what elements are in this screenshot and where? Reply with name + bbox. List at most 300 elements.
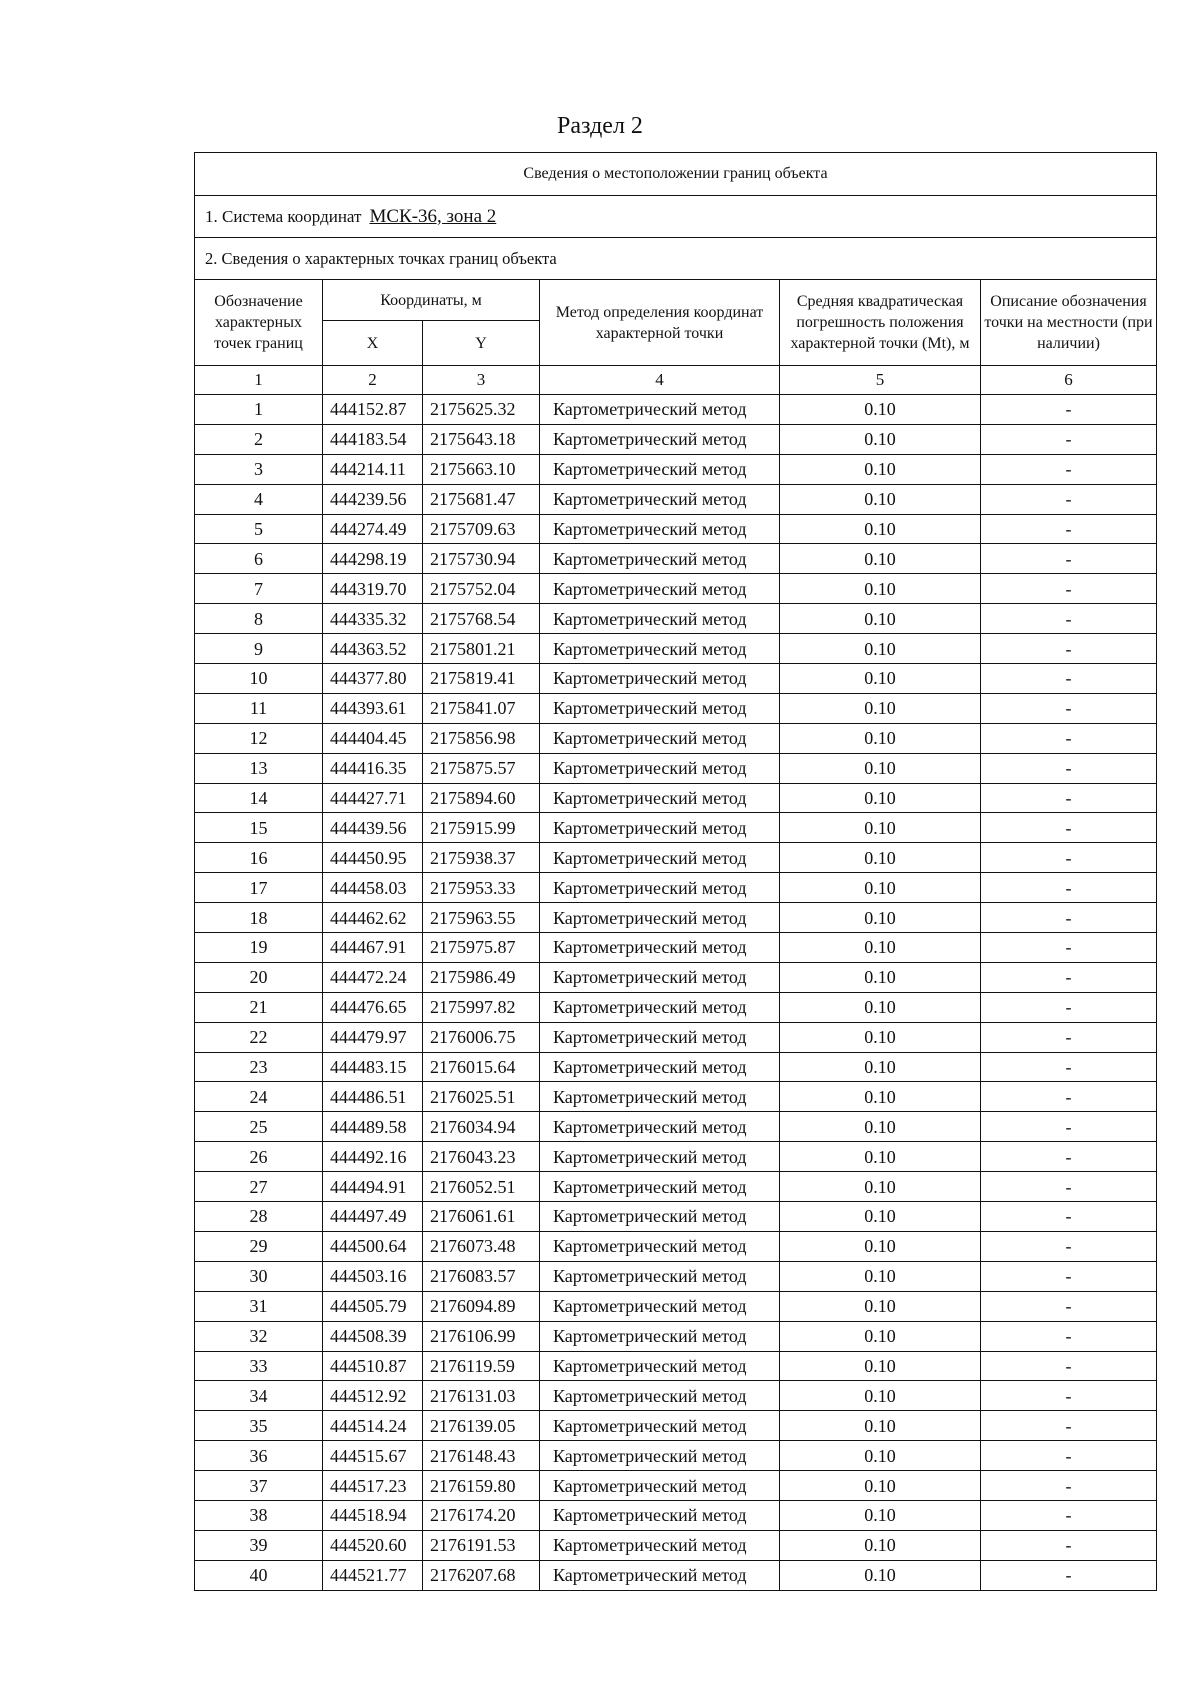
accuracy-cell: 0.10 xyxy=(780,664,981,694)
description-cell: - xyxy=(981,424,1157,454)
coordinate-y: 2175856.98 xyxy=(423,723,540,753)
table-row xyxy=(195,1441,1157,1471)
coordinate-y: 2176043.23 xyxy=(423,1142,540,1172)
method-cell: Картометрический метод xyxy=(540,1052,780,1082)
coordinate-y: 2175819.41 xyxy=(423,664,540,694)
accuracy-cell: 0.10 xyxy=(780,604,981,634)
header-coordinates: Координаты, м xyxy=(323,280,540,321)
point-number: 10 xyxy=(195,664,323,694)
coordinate-x: 444439.56 xyxy=(323,813,423,843)
coordinate-y: 2175801.21 xyxy=(423,634,540,664)
coordinate-x: 444393.61 xyxy=(323,693,423,723)
table-row xyxy=(195,962,1157,992)
point-number: 29 xyxy=(195,1231,323,1261)
table-row xyxy=(195,1112,1157,1142)
description-cell: - xyxy=(981,723,1157,753)
accuracy-cell: 0.10 xyxy=(780,1142,981,1172)
method-cell: Картометрический метод xyxy=(540,1291,780,1321)
boundary-points-table xyxy=(194,152,1157,1591)
coordinate-y: 2176191.53 xyxy=(423,1530,540,1560)
coordinate-x: 444505.79 xyxy=(323,1291,423,1321)
point-number: 27 xyxy=(195,1172,323,1202)
coordinate-y: 2175938.37 xyxy=(423,843,540,873)
accuracy-cell: 0.10 xyxy=(780,1351,981,1381)
table-row xyxy=(195,1321,1157,1351)
page-title: Раздел 2 xyxy=(557,113,643,139)
description-cell: - xyxy=(981,1351,1157,1381)
description-cell: - xyxy=(981,1530,1157,1560)
coordinate-x: 444489.58 xyxy=(323,1112,423,1142)
method-cell: Картометрический метод xyxy=(540,1082,780,1112)
accuracy-cell: 0.10 xyxy=(780,723,981,753)
description-cell: - xyxy=(981,574,1157,604)
method-cell: Картометрический метод xyxy=(540,1172,780,1202)
table-row xyxy=(195,933,1157,963)
point-number: 32 xyxy=(195,1321,323,1351)
point-number: 13 xyxy=(195,753,323,783)
coord-system-cell xyxy=(195,196,1157,238)
method-cell: Картометрический метод xyxy=(540,1022,780,1052)
description-cell: - xyxy=(981,1411,1157,1441)
description-cell: - xyxy=(981,1261,1157,1291)
table-row xyxy=(195,1381,1157,1411)
method-cell: Картометрический метод xyxy=(540,544,780,574)
accuracy-cell: 0.10 xyxy=(780,1500,981,1530)
point-number: 6 xyxy=(195,544,323,574)
table-row xyxy=(195,1052,1157,1082)
coordinate-x: 444497.49 xyxy=(323,1202,423,1232)
description-cell: - xyxy=(981,813,1157,843)
coordinate-y: 2175875.57 xyxy=(423,753,540,783)
coordinate-x: 444183.54 xyxy=(323,424,423,454)
coordinate-x: 444239.56 xyxy=(323,484,423,514)
table-row xyxy=(195,544,1157,574)
point-number: 21 xyxy=(195,992,323,1022)
coordinate-x: 444510.87 xyxy=(323,1351,423,1381)
accuracy-cell: 0.10 xyxy=(780,753,981,783)
description-cell: - xyxy=(981,664,1157,694)
description-cell: - xyxy=(981,1172,1157,1202)
description-cell: - xyxy=(981,1082,1157,1112)
method-cell: Картометрический метод xyxy=(540,664,780,694)
coordinate-y: 2175841.07 xyxy=(423,693,540,723)
method-cell: Картометрический метод xyxy=(540,992,780,1022)
point-number: 1 xyxy=(195,395,323,425)
table-body xyxy=(195,395,1157,1591)
method-cell: Картометрический метод xyxy=(540,813,780,843)
coord-system-label: 1. Система координат xyxy=(205,206,362,226)
column-number: 6 xyxy=(981,366,1157,395)
coordinate-y: 2176148.43 xyxy=(423,1441,540,1471)
coordinate-x: 444479.97 xyxy=(323,1022,423,1052)
accuracy-cell: 0.10 xyxy=(780,1560,981,1590)
coordinate-y: 2175768.54 xyxy=(423,604,540,634)
table-row xyxy=(195,1351,1157,1381)
coordinate-y: 2175953.33 xyxy=(423,873,540,903)
coordinate-x: 444521.77 xyxy=(323,1560,423,1590)
coordinate-y: 2176025.51 xyxy=(423,1082,540,1112)
coordinate-x: 444450.95 xyxy=(323,843,423,873)
coordinate-y: 2175730.94 xyxy=(423,544,540,574)
table-row xyxy=(195,693,1157,723)
coordinate-y: 2176052.51 xyxy=(423,1172,540,1202)
coordinate-x: 444512.92 xyxy=(323,1381,423,1411)
method-cell: Картометрический метод xyxy=(540,1112,780,1142)
method-cell: Картометрический метод xyxy=(540,1202,780,1232)
description-cell: - xyxy=(981,484,1157,514)
table-row xyxy=(195,753,1157,783)
description-cell: - xyxy=(981,843,1157,873)
accuracy-cell: 0.10 xyxy=(780,1441,981,1471)
description-cell: - xyxy=(981,1022,1157,1052)
accuracy-cell: 0.10 xyxy=(780,1381,981,1411)
method-cell: Картометрический метод xyxy=(540,1142,780,1172)
coordinate-x: 444214.11 xyxy=(323,454,423,484)
description-cell: - xyxy=(981,1231,1157,1261)
accuracy-cell: 0.10 xyxy=(780,484,981,514)
coordinate-x: 444520.60 xyxy=(323,1530,423,1560)
coordinate-y: 2176073.48 xyxy=(423,1231,540,1261)
point-number: 31 xyxy=(195,1291,323,1321)
accuracy-cell: 0.10 xyxy=(780,873,981,903)
point-number: 3 xyxy=(195,454,323,484)
coordinate-x: 444274.49 xyxy=(323,514,423,544)
coordinate-y: 2176034.94 xyxy=(423,1112,540,1142)
coordinate-y: 2176159.80 xyxy=(423,1471,540,1501)
table-row xyxy=(195,1500,1157,1530)
point-number: 8 xyxy=(195,604,323,634)
coordinate-y: 2175752.04 xyxy=(423,574,540,604)
table-row xyxy=(195,873,1157,903)
table-row xyxy=(195,1082,1157,1112)
coordinate-x: 444377.80 xyxy=(323,664,423,694)
coordinate-x: 444476.65 xyxy=(323,992,423,1022)
method-cell: Картометрический метод xyxy=(540,843,780,873)
table-row xyxy=(195,395,1157,425)
accuracy-cell: 0.10 xyxy=(780,1022,981,1052)
table-row xyxy=(195,1411,1157,1441)
coordinate-x: 444427.71 xyxy=(323,783,423,813)
description-cell: - xyxy=(981,783,1157,813)
accuracy-cell: 0.10 xyxy=(780,962,981,992)
header-description: Описание обозначения точки на местности (при наличии) xyxy=(981,280,1157,366)
description-cell: - xyxy=(981,454,1157,484)
accuracy-cell: 0.10 xyxy=(780,514,981,544)
accuracy-cell: 0.10 xyxy=(780,634,981,664)
description-cell: - xyxy=(981,1560,1157,1590)
point-number: 17 xyxy=(195,873,323,903)
accuracy-cell: 0.10 xyxy=(780,1530,981,1560)
point-number: 34 xyxy=(195,1381,323,1411)
coordinate-y: 2175663.10 xyxy=(423,454,540,484)
accuracy-cell: 0.10 xyxy=(780,424,981,454)
accuracy-cell: 0.10 xyxy=(780,693,981,723)
column-number: 2 xyxy=(323,366,423,395)
section-title: Сведения о местоположении границ объекта xyxy=(195,153,1157,196)
accuracy-cell: 0.10 xyxy=(780,1112,981,1142)
coordinate-x: 444492.16 xyxy=(323,1142,423,1172)
point-number: 30 xyxy=(195,1261,323,1291)
description-cell: - xyxy=(981,604,1157,634)
boundary-table-container xyxy=(194,152,1156,1591)
column-number: 3 xyxy=(423,366,540,395)
coordinate-x: 444483.15 xyxy=(323,1052,423,1082)
accuracy-cell: 0.10 xyxy=(780,1411,981,1441)
table-row xyxy=(195,454,1157,484)
coordinate-x: 444363.52 xyxy=(323,634,423,664)
accuracy-cell: 0.10 xyxy=(780,933,981,963)
point-number: 38 xyxy=(195,1500,323,1530)
table-row xyxy=(195,424,1157,454)
header-y: Y xyxy=(423,321,540,366)
table-row xyxy=(195,813,1157,843)
point-number: 39 xyxy=(195,1530,323,1560)
coordinate-x: 444518.94 xyxy=(323,1500,423,1530)
accuracy-cell: 0.10 xyxy=(780,1261,981,1291)
table-row xyxy=(195,574,1157,604)
method-cell: Картометрический метод xyxy=(540,1261,780,1291)
coordinate-x: 444517.23 xyxy=(323,1471,423,1501)
accuracy-cell: 0.10 xyxy=(780,1231,981,1261)
point-number: 23 xyxy=(195,1052,323,1082)
coordinate-y: 2176174.20 xyxy=(423,1500,540,1530)
description-cell: - xyxy=(981,1112,1157,1142)
point-number: 36 xyxy=(195,1441,323,1471)
column-number: 4 xyxy=(540,366,780,395)
description-cell: - xyxy=(981,753,1157,783)
coordinate-x: 444515.67 xyxy=(323,1441,423,1471)
coordinate-x: 444404.45 xyxy=(323,723,423,753)
description-cell: - xyxy=(981,634,1157,664)
accuracy-cell: 0.10 xyxy=(780,454,981,484)
method-cell: Картометрический метод xyxy=(540,1351,780,1381)
point-number: 12 xyxy=(195,723,323,753)
accuracy-cell: 0.10 xyxy=(780,395,981,425)
table-row xyxy=(195,1172,1157,1202)
description-cell: - xyxy=(981,1381,1157,1411)
coordinate-y: 2176094.89 xyxy=(423,1291,540,1321)
description-cell: - xyxy=(981,933,1157,963)
point-number: 16 xyxy=(195,843,323,873)
coordinate-y: 2176106.99 xyxy=(423,1321,540,1351)
table-row xyxy=(195,604,1157,634)
header-method: Метод определения координат характерной точки xyxy=(540,280,780,366)
point-number: 19 xyxy=(195,933,323,963)
method-cell: Картометрический метод xyxy=(540,933,780,963)
description-cell: - xyxy=(981,962,1157,992)
header-accuracy: Средняя квадратическая погрешность положения характерной точки (Mt), м xyxy=(780,280,981,366)
method-cell: Картометрический метод xyxy=(540,395,780,425)
description-cell: - xyxy=(981,544,1157,574)
method-cell: Картометрический метод xyxy=(540,1231,780,1261)
point-number: 33 xyxy=(195,1351,323,1381)
coordinate-x: 444494.91 xyxy=(323,1172,423,1202)
accuracy-cell: 0.10 xyxy=(780,1471,981,1501)
table-row xyxy=(195,1530,1157,1560)
method-cell: Картометрический метод xyxy=(540,1560,780,1590)
point-number: 14 xyxy=(195,783,323,813)
coordinate-y: 2175963.55 xyxy=(423,903,540,933)
method-cell: Картометрический метод xyxy=(540,1471,780,1501)
coordinate-y: 2176131.03 xyxy=(423,1381,540,1411)
method-cell: Картометрический метод xyxy=(540,723,780,753)
point-number: 35 xyxy=(195,1411,323,1441)
point-number: 7 xyxy=(195,574,323,604)
coordinate-x: 444500.64 xyxy=(323,1231,423,1261)
method-cell: Картометрический метод xyxy=(540,1321,780,1351)
coordinate-x: 444458.03 xyxy=(323,873,423,903)
table-row xyxy=(195,1022,1157,1052)
description-cell: - xyxy=(981,1471,1157,1501)
accuracy-cell: 0.10 xyxy=(780,1291,981,1321)
coordinate-x: 444152.87 xyxy=(323,395,423,425)
method-cell: Картометрический метод xyxy=(540,753,780,783)
coordinate-y: 2176061.61 xyxy=(423,1202,540,1232)
coord-system-value: МСК-36, зона 2 xyxy=(369,205,497,227)
table-row xyxy=(195,783,1157,813)
table-row xyxy=(195,1560,1157,1590)
description-cell: - xyxy=(981,1441,1157,1471)
method-cell: Картометрический метод xyxy=(540,783,780,813)
table-row xyxy=(195,723,1157,753)
table-row xyxy=(195,514,1157,544)
coordinate-y: 2175625.32 xyxy=(423,395,540,425)
accuracy-cell: 0.10 xyxy=(780,574,981,604)
point-number: 25 xyxy=(195,1112,323,1142)
table-row xyxy=(195,1231,1157,1261)
description-cell: - xyxy=(981,903,1157,933)
point-number: 24 xyxy=(195,1082,323,1112)
column-number: 1 xyxy=(195,366,323,395)
table-row xyxy=(195,664,1157,694)
table-row xyxy=(195,1291,1157,1321)
coordinate-x: 444416.35 xyxy=(323,753,423,783)
coordinate-x: 444514.24 xyxy=(323,1411,423,1441)
coordinate-y: 2176015.64 xyxy=(423,1052,540,1082)
point-number: 28 xyxy=(195,1202,323,1232)
accuracy-cell: 0.10 xyxy=(780,544,981,574)
point-number: 18 xyxy=(195,903,323,933)
table-row xyxy=(195,1202,1157,1232)
method-cell: Картометрический метод xyxy=(540,693,780,723)
column-number-row xyxy=(195,366,1157,395)
method-cell: Картометрический метод xyxy=(540,1530,780,1560)
coordinate-y: 2176083.57 xyxy=(423,1261,540,1291)
method-cell: Картометрический метод xyxy=(540,903,780,933)
coordinate-x: 444335.32 xyxy=(323,604,423,634)
point-number: 2 xyxy=(195,424,323,454)
method-cell: Картометрический метод xyxy=(540,634,780,664)
description-cell: - xyxy=(981,1052,1157,1082)
method-cell: Картометрический метод xyxy=(540,1441,780,1471)
method-cell: Картометрический метод xyxy=(540,1411,780,1441)
coordinate-y: 2176207.68 xyxy=(423,1560,540,1590)
method-cell: Картометрический метод xyxy=(540,454,780,484)
table-row xyxy=(195,484,1157,514)
method-cell: Картометрический метод xyxy=(540,1500,780,1530)
method-cell: Картометрический метод xyxy=(540,962,780,992)
accuracy-cell: 0.10 xyxy=(780,992,981,1022)
table-row xyxy=(195,903,1157,933)
accuracy-cell: 0.10 xyxy=(780,903,981,933)
description-cell: - xyxy=(981,1142,1157,1172)
point-number: 20 xyxy=(195,962,323,992)
description-cell: - xyxy=(981,514,1157,544)
coordinate-x: 444503.16 xyxy=(323,1261,423,1291)
point-number: 37 xyxy=(195,1471,323,1501)
coordinate-x: 444486.51 xyxy=(323,1082,423,1112)
description-cell: - xyxy=(981,873,1157,903)
table-row xyxy=(195,1261,1157,1291)
description-cell: - xyxy=(981,693,1157,723)
table-row xyxy=(195,1142,1157,1172)
coordinate-y: 2175997.82 xyxy=(423,992,540,1022)
description-cell: - xyxy=(981,1321,1157,1351)
coordinate-x: 444298.19 xyxy=(323,544,423,574)
coordinate-x: 444472.24 xyxy=(323,962,423,992)
column-number: 5 xyxy=(780,366,981,395)
point-number: 11 xyxy=(195,693,323,723)
description-cell: - xyxy=(981,1291,1157,1321)
coordinate-y: 2176006.75 xyxy=(423,1022,540,1052)
accuracy-cell: 0.10 xyxy=(780,843,981,873)
accuracy-cell: 0.10 xyxy=(780,1321,981,1351)
point-number: 9 xyxy=(195,634,323,664)
point-number: 4 xyxy=(195,484,323,514)
description-cell: - xyxy=(981,1500,1157,1530)
accuracy-cell: 0.10 xyxy=(780,1052,981,1082)
coordinate-x: 444467.91 xyxy=(323,933,423,963)
table-row xyxy=(195,992,1157,1022)
method-cell: Картометрический метод xyxy=(540,484,780,514)
coordinate-y: 2176139.05 xyxy=(423,1411,540,1441)
coordinate-y: 2175915.99 xyxy=(423,813,540,843)
coordinate-y: 2175643.18 xyxy=(423,424,540,454)
coordinate-x: 444508.39 xyxy=(323,1321,423,1351)
coordinate-x: 444319.70 xyxy=(323,574,423,604)
accuracy-cell: 0.10 xyxy=(780,1172,981,1202)
description-cell: - xyxy=(981,1202,1157,1232)
coordinate-y: 2175986.49 xyxy=(423,962,540,992)
points-heading: 2. Сведения о характерных точках границ объекта xyxy=(195,238,1157,280)
header-designation: Обозначение характерных точек границ xyxy=(195,280,323,366)
accuracy-cell: 0.10 xyxy=(780,783,981,813)
method-cell: Картометрический метод xyxy=(540,514,780,544)
point-number: 15 xyxy=(195,813,323,843)
coordinate-y: 2176119.59 xyxy=(423,1351,540,1381)
method-cell: Картометрический метод xyxy=(540,424,780,454)
accuracy-cell: 0.10 xyxy=(780,813,981,843)
point-number: 5 xyxy=(195,514,323,544)
point-number: 26 xyxy=(195,1142,323,1172)
method-cell: Картометрический метод xyxy=(540,873,780,903)
point-number: 22 xyxy=(195,1022,323,1052)
header-x: X xyxy=(323,321,423,366)
coordinate-x: 444462.62 xyxy=(323,903,423,933)
table-row xyxy=(195,1471,1157,1501)
description-cell: - xyxy=(981,395,1157,425)
accuracy-cell: 0.10 xyxy=(780,1082,981,1112)
table-row xyxy=(195,634,1157,664)
coordinate-y: 2175709.63 xyxy=(423,514,540,544)
method-cell: Картометрический метод xyxy=(540,1381,780,1411)
method-cell: Картометрический метод xyxy=(540,604,780,634)
accuracy-cell: 0.10 xyxy=(780,1202,981,1232)
description-cell: - xyxy=(981,992,1157,1022)
table-row xyxy=(195,843,1157,873)
method-cell: Картометрический метод xyxy=(540,574,780,604)
coordinate-y: 2175975.87 xyxy=(423,933,540,963)
